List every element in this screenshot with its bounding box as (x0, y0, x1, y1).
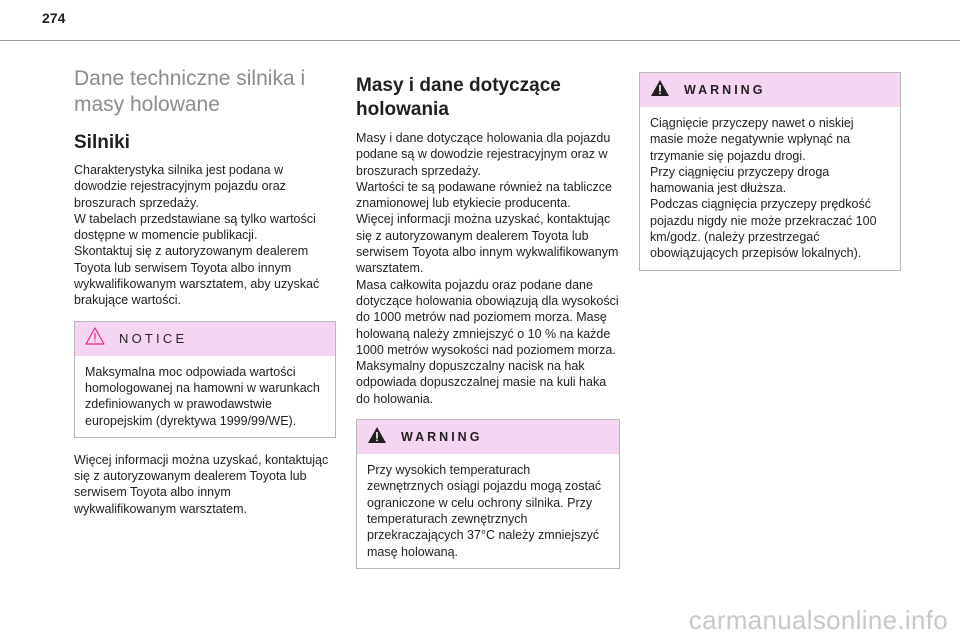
towing-text: Masy i dane dotyczące holowania dla pojazdu podane są w dowodzie rejestracyjnym oraz w broszurach sprzedaży. Wartości te są podawane również na tabliczce znamionowej lub etykiecie producenta. Więcej informacji można uzyskać, kontaktując się z autoryzowanym dealerem Toyota lub serwisem Toyota albo innym wykwalifikowanym warsztatem. Masa całkowita pojazdu oraz podane dane dotyczące holowania obowiązują dla wysokości do 1000 metrów nad poziomem morza. Masę holowaną należy zmniejszyć o 10 % na każde 1000 metrów wysokości nad poziomem morza. Maksymalny dopuszczalny nacisk na hak odpowiada dopuszczalnej masie na kuli haka do holowania. (356, 131, 619, 406)
warning-text: Przy wysokich temperaturach zewnętrznych osiągi pojazdu mogą zostać ograniczone w celu ochrony silnika. Przy temperaturach zewnętrznych przekraczających 37°C należy zmniejszyć masę holowaną. (367, 463, 602, 559)
column-warning (639, 72, 901, 271)
warning-box-trailer (639, 72, 901, 271)
towing-heading: Masy i dane dotyczące holowania (356, 75, 561, 120)
warning-title: WARNING (401, 430, 483, 445)
engines-text: Charakterystyka silnika jest podana w dowodzie rejestracyjnym pojazdu oraz broszurach sprzedaży. W tabelach przedstawiane są tylko wartości dostępne w momencie publikacji. Skontaktuj się z autoryzowanym dealerem Toyota lub serwisem Toyota albo innym wykwalifikowanym warsztatem, aby uzyskać brakujące wartości. (74, 163, 320, 308)
more-info-text: Więcej informacji można uzyskać, kontaktując się z autoryzowanym dealerem Toyota lub serwisem Toyota albo innym wykwalifikowanym warsztatem. (74, 452, 329, 516)
engines-heading: Silniki (74, 132, 130, 153)
warning-triangle-icon (650, 79, 670, 102)
notice-title: NOTICE (119, 331, 188, 347)
notice-text: Maksymalna moc odpowiada wartości homologowanej na hamowni w warunkach zdefiniowanych w prawodawstwie europejskim (dyrektywa 1999/99/WE). (85, 364, 320, 428)
column-engines (74, 66, 336, 517)
column-towing (356, 66, 620, 569)
page-number: 274 (42, 10, 66, 26)
warning-header (357, 420, 619, 454)
warning-text: Ciągnięcie przyczepy nawet o niskiej masie może negatywnie wpłynąć na trzymanie się pojazdu drogi. Przy ciągnięciu przyczepy droga hamowania jest dłuższa. Podczas ciągnięcia przyczepy prędkość pojazdu nigdy nie może przekraczać 100 km/godz. (należy przestrzegać obowiązujących przepisów lokalnych). (650, 116, 877, 261)
page-title: Dane techniczne silnika i masy holowane (74, 67, 306, 116)
watermark: carmanualsonline.info (688, 605, 948, 635)
warning-box-temperature (356, 419, 620, 569)
notice-header (75, 322, 335, 356)
header-divider (0, 40, 960, 41)
notice-box (74, 321, 336, 438)
warning-header (640, 73, 900, 107)
warning-triangle-icon (367, 426, 387, 449)
warning-triangle-icon (85, 327, 105, 350)
warning-title: WARNING (684, 83, 766, 97)
